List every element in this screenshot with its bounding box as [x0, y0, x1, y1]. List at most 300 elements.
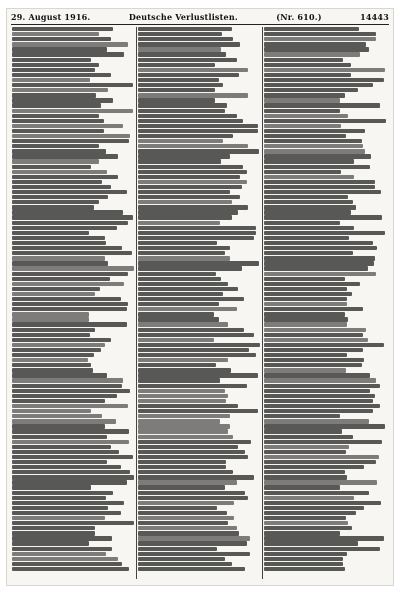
text-line	[264, 246, 377, 250]
text-line	[138, 272, 216, 276]
text-line	[12, 231, 89, 235]
text-line	[264, 42, 366, 46]
text-line	[264, 32, 376, 36]
text-line	[264, 480, 377, 484]
text-line	[12, 384, 122, 388]
text-line	[138, 475, 254, 479]
text-line	[138, 404, 238, 408]
text-line	[264, 562, 343, 566]
text-line	[264, 185, 375, 189]
text-line	[264, 470, 345, 474]
text-line	[264, 536, 384, 540]
text-line	[138, 480, 237, 484]
text-line	[264, 541, 358, 545]
text-line	[138, 506, 217, 510]
text-line	[138, 58, 237, 62]
text-line	[138, 170, 247, 174]
text-line	[138, 547, 217, 551]
text-line	[138, 246, 230, 250]
text-line	[264, 389, 370, 393]
text-line	[138, 114, 237, 118]
text-line	[12, 429, 129, 433]
text-line	[138, 52, 226, 56]
text-line	[12, 516, 105, 520]
text-column-right	[264, 27, 386, 579]
text-line	[138, 394, 228, 398]
text-line	[12, 83, 133, 87]
text-line	[12, 373, 107, 377]
text-line	[138, 27, 232, 31]
text-line	[264, 114, 348, 118]
text-line	[264, 455, 379, 459]
text-line	[264, 358, 364, 362]
text-line	[12, 266, 134, 270]
text-line	[264, 511, 356, 515]
text-line	[138, 165, 243, 169]
text-line	[264, 424, 385, 428]
text-line	[138, 378, 220, 382]
text-line	[264, 226, 354, 230]
text-line	[264, 190, 381, 194]
text-line	[264, 159, 354, 163]
text-line	[264, 404, 380, 408]
text-line	[264, 241, 373, 245]
text-line	[138, 129, 258, 133]
text-line	[12, 277, 110, 281]
text-line	[264, 282, 360, 286]
text-line	[264, 139, 362, 143]
text-line	[12, 32, 99, 36]
text-line	[264, 557, 343, 561]
text-line	[138, 266, 242, 270]
text-line	[138, 210, 238, 214]
text-line	[12, 139, 129, 143]
text-line	[264, 429, 342, 433]
newspaper-page	[6, 8, 394, 586]
text-line	[12, 414, 102, 418]
text-line	[264, 501, 381, 505]
text-line	[264, 256, 375, 260]
text-line	[138, 557, 225, 561]
text-line	[12, 282, 124, 286]
text-column-middle	[138, 27, 260, 579]
text-line	[12, 435, 107, 439]
text-line	[264, 485, 340, 489]
text-line	[138, 277, 221, 281]
text-line	[12, 215, 133, 219]
text-line	[138, 134, 233, 138]
text-line	[12, 159, 99, 163]
text-line	[138, 282, 228, 286]
text-line	[12, 506, 108, 510]
text-line	[264, 353, 347, 357]
text-line	[264, 119, 386, 123]
text-line	[12, 78, 90, 82]
text-line	[138, 68, 248, 72]
text-line	[12, 226, 117, 230]
text-line	[12, 68, 95, 72]
text-line	[138, 88, 215, 92]
text-line	[12, 450, 119, 454]
text-line	[138, 124, 258, 128]
text-line	[138, 541, 247, 545]
text-line	[12, 37, 111, 41]
text-line	[264, 63, 351, 67]
text-line	[12, 27, 113, 31]
text-line	[264, 506, 364, 510]
text-line	[12, 307, 127, 311]
text-line	[12, 368, 93, 372]
text-line	[12, 353, 94, 357]
text-line	[138, 47, 221, 51]
text-line	[12, 465, 121, 469]
text-line	[138, 429, 228, 433]
text-line	[138, 338, 214, 342]
text-line	[138, 180, 247, 184]
text-line	[12, 73, 111, 77]
text-line	[12, 287, 100, 291]
text-line	[138, 32, 222, 36]
text-line	[12, 251, 132, 255]
text-line	[138, 144, 248, 148]
text-line	[12, 195, 108, 199]
text-line	[138, 149, 259, 153]
text-line	[138, 261, 259, 265]
text-line	[12, 404, 128, 408]
text-line	[138, 567, 245, 571]
text-line	[138, 460, 226, 464]
text-line	[264, 27, 359, 31]
text-line	[12, 317, 89, 321]
text-line	[138, 312, 214, 316]
text-line	[264, 414, 340, 418]
text-line	[264, 200, 353, 204]
text-line	[138, 536, 250, 540]
text-line	[12, 88, 108, 92]
text-line	[12, 47, 107, 51]
text-line	[264, 261, 374, 265]
text-line	[264, 205, 356, 209]
text-line	[138, 465, 226, 469]
text-line	[138, 450, 245, 454]
text-line	[264, 516, 346, 520]
text-line	[12, 389, 130, 393]
text-line	[138, 435, 233, 439]
text-line	[138, 297, 244, 301]
text-line	[264, 322, 347, 326]
text-line	[12, 567, 129, 571]
text-line	[12, 378, 123, 382]
text-line	[264, 109, 340, 113]
text-line	[138, 491, 245, 495]
text-line	[12, 185, 111, 189]
text-line	[12, 103, 101, 107]
text-line	[264, 292, 352, 296]
text-line	[12, 114, 99, 118]
text-line	[138, 37, 233, 41]
text-line	[12, 241, 106, 245]
text-line	[138, 363, 216, 367]
text-line	[12, 246, 122, 250]
text-line	[138, 501, 234, 505]
text-line	[138, 516, 234, 520]
text-line	[12, 470, 130, 474]
text-line	[138, 552, 250, 556]
text-column-left	[12, 27, 134, 579]
text-line	[138, 399, 226, 403]
text-line	[264, 221, 340, 225]
text-line	[12, 98, 113, 102]
text-line	[264, 328, 366, 332]
text-line	[138, 251, 225, 255]
text-line	[138, 526, 237, 530]
text-line	[138, 195, 240, 199]
text-line	[12, 552, 106, 556]
text-line	[264, 547, 380, 551]
text-line	[264, 251, 353, 255]
text-line	[138, 511, 227, 515]
text-line	[264, 409, 373, 413]
text-line	[138, 455, 248, 459]
text-line	[264, 302, 347, 306]
text-line	[138, 236, 254, 240]
text-line	[264, 73, 351, 77]
text-line	[138, 83, 223, 87]
text-line	[138, 368, 231, 372]
text-line	[12, 536, 112, 540]
text-line	[138, 470, 233, 474]
text-line	[12, 180, 102, 184]
text-line	[12, 221, 128, 225]
text-line	[12, 440, 129, 444]
text-line	[138, 409, 258, 413]
text-line	[138, 419, 220, 423]
text-line	[12, 348, 101, 352]
text-line	[264, 399, 373, 403]
text-line	[12, 455, 133, 459]
text-line	[264, 287, 347, 291]
text-line	[264, 419, 369, 423]
text-line	[12, 134, 130, 138]
text-line	[12, 52, 124, 56]
text-line	[138, 343, 260, 347]
text-line	[12, 460, 107, 464]
text-line	[264, 175, 354, 179]
text-line	[138, 190, 230, 194]
text-line	[12, 144, 99, 148]
text-line	[12, 154, 118, 158]
text-line	[264, 491, 369, 495]
text-line	[264, 180, 375, 184]
text-line	[12, 58, 91, 62]
text-line	[264, 154, 371, 158]
text-line	[12, 485, 91, 489]
text-line	[264, 93, 345, 97]
text-line	[12, 170, 107, 174]
text-line	[264, 475, 347, 479]
page-number: 14443	[360, 12, 389, 22]
text-line	[12, 42, 128, 46]
text-line	[12, 165, 91, 169]
text-line	[138, 205, 248, 209]
text-line	[264, 134, 346, 138]
text-line	[12, 338, 111, 342]
text-line	[12, 491, 113, 495]
text-line	[264, 317, 348, 321]
publication-title: Deutsche Verlustlisten.	[128, 12, 238, 22]
text-line	[12, 119, 104, 123]
text-line	[264, 343, 384, 347]
text-line	[264, 440, 382, 444]
text-line	[12, 562, 122, 566]
text-line	[264, 333, 363, 337]
text-line	[138, 373, 258, 377]
page-header	[11, 11, 389, 23]
text-line	[264, 348, 363, 352]
text-line	[138, 200, 232, 204]
text-line	[138, 348, 249, 352]
text-line	[12, 205, 94, 209]
text-line	[12, 272, 128, 276]
text-line	[12, 531, 95, 535]
text-line	[264, 521, 348, 525]
text-line	[12, 129, 104, 133]
text-line	[12, 63, 99, 67]
text-line	[264, 149, 365, 153]
text-line	[264, 312, 345, 316]
text-line	[264, 435, 353, 439]
text-line	[12, 333, 90, 337]
text-line	[138, 93, 248, 97]
text-line	[264, 78, 384, 82]
text-line	[264, 144, 363, 148]
text-line	[264, 373, 370, 377]
text-line	[264, 384, 380, 388]
text-line	[138, 159, 221, 163]
text-line	[138, 317, 219, 321]
text-line	[12, 399, 105, 403]
text-line	[138, 358, 228, 362]
column-divider	[136, 27, 137, 579]
text-line	[138, 389, 225, 393]
text-line	[12, 480, 127, 484]
text-line	[264, 297, 347, 301]
header-rule	[11, 24, 389, 25]
text-line	[264, 210, 351, 214]
text-line	[138, 384, 247, 388]
text-line	[12, 93, 96, 97]
text-line	[264, 52, 360, 56]
text-line	[12, 322, 127, 326]
text-line	[12, 328, 95, 332]
text-line	[264, 58, 343, 62]
text-line	[264, 277, 345, 281]
text-line	[264, 445, 349, 449]
text-line	[264, 394, 375, 398]
text-line	[138, 63, 215, 67]
text-line	[138, 98, 215, 102]
text-line	[12, 256, 105, 260]
text-line	[138, 215, 232, 219]
text-line	[12, 394, 117, 398]
text-line	[12, 409, 91, 413]
text-line	[138, 562, 232, 566]
text-line	[12, 358, 88, 362]
text-line	[264, 98, 340, 102]
text-line	[12, 149, 106, 153]
text-line	[264, 124, 341, 128]
text-line	[138, 485, 225, 489]
text-line	[138, 302, 219, 306]
text-line	[138, 241, 217, 245]
text-line	[138, 440, 251, 444]
text-line	[264, 338, 368, 342]
issue-date: 29. August 1916.	[11, 12, 91, 22]
text-line	[138, 353, 256, 357]
text-line	[264, 378, 376, 382]
text-line	[138, 328, 244, 332]
text-line	[264, 37, 376, 41]
text-line	[138, 521, 228, 525]
text-line	[12, 424, 105, 428]
text-line	[12, 526, 95, 530]
text-line	[138, 42, 240, 46]
text-line	[264, 450, 346, 454]
text-line	[12, 261, 108, 265]
text-line	[12, 419, 116, 423]
text-line	[264, 363, 362, 367]
text-line	[12, 297, 121, 301]
text-line	[264, 170, 341, 174]
text-line	[138, 154, 230, 158]
text-line	[264, 195, 348, 199]
text-line	[12, 109, 133, 113]
text-line	[138, 221, 220, 225]
text-line	[12, 200, 99, 204]
text-line	[264, 526, 352, 530]
text-line	[12, 475, 134, 479]
text-line	[12, 547, 112, 551]
text-line	[12, 511, 121, 515]
issue-number: (Nr. 610.)	[276, 12, 322, 22]
text-line	[138, 139, 223, 143]
text-line	[12, 292, 95, 296]
text-line	[12, 521, 134, 525]
text-line	[138, 185, 242, 189]
text-line	[138, 287, 238, 291]
text-line	[264, 129, 365, 133]
text-line	[264, 531, 340, 535]
text-line	[264, 68, 385, 72]
text-line	[12, 343, 105, 347]
text-line	[12, 312, 89, 316]
text-line	[138, 119, 243, 123]
text-line	[264, 465, 364, 469]
text-line	[264, 368, 346, 372]
text-line	[138, 231, 256, 235]
text-line	[264, 88, 358, 92]
text-line	[12, 236, 105, 240]
column-divider	[262, 27, 263, 579]
text-line	[138, 333, 254, 337]
text-line	[264, 165, 370, 169]
text-line	[12, 501, 124, 505]
text-line	[138, 414, 230, 418]
text-line	[138, 445, 238, 449]
text-line	[12, 175, 118, 179]
text-line	[12, 541, 89, 545]
text-line	[12, 445, 111, 449]
